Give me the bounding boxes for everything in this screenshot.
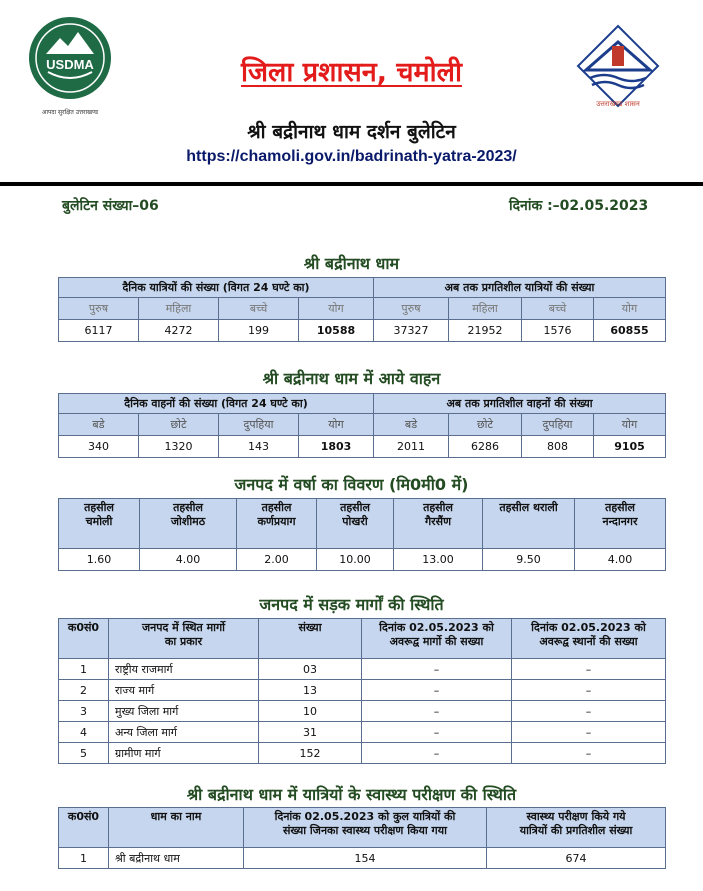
rainfall-col-header: तहसील कर्णप्रयाग — [237, 499, 317, 549]
pilgrims-col: योग — [594, 298, 666, 320]
roads-count: 10 — [259, 701, 362, 722]
roads-type: ग्रामीण मार्ग — [109, 743, 259, 764]
vehicles-table — [58, 393, 666, 458]
table-row — [59, 701, 666, 722]
roads-section-title: जनपद में सड़क मार्गों की स्थिति — [259, 595, 444, 614]
roads-sn: 2 — [59, 680, 109, 701]
roads-col-header: संख्या — [259, 619, 362, 659]
rainfall-value: 4.00 — [575, 549, 666, 571]
roads-blocked-places: – — [512, 722, 666, 743]
roads-count: 03 — [259, 659, 362, 680]
roads-col-header: दिनांक 02.05.2023 को अवरूद्व स्थानों की सख्या — [512, 619, 666, 659]
table-row — [59, 722, 666, 743]
bulletin-number: बुलेटिन संख्या–06 — [62, 198, 159, 214]
pilgrims-value: 1576 — [522, 320, 594, 342]
pilgrims-value: 21952 — [449, 320, 522, 342]
roads-col-header: दिनांक 02.05.2023 को अवरूद्व मार्गो की सख्या — [362, 619, 512, 659]
pilgrims-value-total: 60855 — [594, 320, 666, 342]
table-row — [59, 743, 666, 764]
vehicles-value: 143 — [219, 436, 299, 458]
roads-count: 13 — [259, 680, 362, 701]
health-table — [58, 807, 666, 869]
vehicles-col: छोटे — [449, 414, 522, 436]
roads-type: राष्ट्रीय राजमार्ग — [109, 659, 259, 680]
vehicles-section-title: श्री बद्रीनाथ धाम में आये वाहन — [262, 369, 441, 388]
roads-blocked-places: – — [512, 701, 666, 722]
roads-table — [58, 618, 666, 764]
roads-sn: 1 — [59, 659, 109, 680]
roads-sn: 4 — [59, 722, 109, 743]
pilgrims-progressive-header: अब तक प्रगतिशील यात्रियों की संख्या — [374, 278, 666, 298]
vehicles-daily-header: दैनिक वाहनों की संख्या (विगत 24 घण्टे का) — [59, 394, 374, 414]
pilgrims-section-title: श्री बद्रीनाथ धाम — [303, 254, 400, 273]
rainfall-value: 9.50 — [483, 549, 575, 571]
usdma-tagline: आपदा सुरक्षित उत्तराखण्ड — [41, 109, 99, 116]
pilgrims-col: महिला — [139, 298, 219, 320]
roads-type: मुख्य जिला मार्ग — [109, 701, 259, 722]
vehicles-col: योग — [299, 414, 374, 436]
rainfall-col-header: तहसील चमोली — [59, 499, 140, 549]
pilgrims-value: 4272 — [139, 320, 219, 342]
table-row — [59, 659, 666, 680]
health-today: 154 — [244, 848, 487, 869]
roads-blocked-roads: – — [362, 680, 512, 701]
vehicles-col: छोटे — [139, 414, 219, 436]
vehicles-value: 808 — [522, 436, 594, 458]
roads-sn: 3 — [59, 701, 109, 722]
vehicles-col: दुपहिया — [219, 414, 299, 436]
vehicles-col: बडे — [374, 414, 449, 436]
bulletin-url[interactable]: https://chamoli.gov.in/badrinath-yatra-2023/ — [186, 148, 517, 165]
roads-type: राज्य मार्ग — [109, 680, 259, 701]
rainfall-col-header: तहसील जोशीमठ — [140, 499, 237, 549]
rainfall-value: 4.00 — [140, 549, 237, 571]
roads-count: 152 — [259, 743, 362, 764]
pilgrims-table — [58, 277, 666, 342]
govt-logo-text: उत्तराखण्ड शासन — [596, 100, 640, 108]
usdma-logo-text: USDMA — [46, 57, 94, 72]
rainfall-col-header: तहसील नन्दानगर — [575, 499, 666, 549]
page-subtitle: श्री बद्रीनाथ धाम दर्शन बुलेटिन — [247, 121, 456, 143]
pilgrims-col: बच्चे — [219, 298, 299, 320]
pilgrims-col: बच्चे — [522, 298, 594, 320]
rainfall-col-header: तहसील पोखरी — [317, 499, 394, 549]
vehicles-value: 6286 — [449, 436, 522, 458]
rainfall-value: 10.00 — [317, 549, 394, 571]
rainfall-section-title: जनपद में वर्षा का विवरण (मि0मी0 में) — [234, 475, 469, 494]
health-sn: 1 — [59, 848, 109, 869]
pilgrims-value: 6117 — [59, 320, 139, 342]
roads-blocked-roads: – — [362, 722, 512, 743]
vehicles-progressive-header: अब तक प्रगतिशील वाहनों की संख्या — [374, 394, 666, 414]
rainfall-value: 13.00 — [394, 549, 483, 571]
roads-sn: 5 — [59, 743, 109, 764]
health-progressive: 674 — [487, 848, 666, 869]
roads-type: अन्य जिला मार्ग — [109, 722, 259, 743]
vehicles-value-total: 9105 — [594, 436, 666, 458]
vehicles-value: 1320 — [139, 436, 219, 458]
header-divider — [0, 182, 703, 186]
health-section-title: श्री बद्रीनाथ धाम में यात्रियों के स्वास्थ्य परीक्षण की स्थिति — [186, 785, 517, 804]
bulletin-date: दिनांक :–02.05.2023 — [509, 198, 649, 214]
pilgrims-col: योग — [299, 298, 374, 320]
table-row — [59, 848, 666, 869]
pilgrims-value-total: 10588 — [299, 320, 374, 342]
vehicles-value: 340 — [59, 436, 139, 458]
roads-blocked-roads: – — [362, 659, 512, 680]
roads-col-header: जनपद में स्थित मार्गो का प्रकार — [109, 619, 259, 659]
rainfall-table — [58, 498, 666, 571]
roads-blocked-places: – — [512, 659, 666, 680]
pilgrims-col: पुरुष — [59, 298, 139, 320]
roads-blocked-places: – — [512, 743, 666, 764]
health-col-header: धाम का नाम — [109, 808, 244, 848]
pilgrims-value: 199 — [219, 320, 299, 342]
vehicles-col: बडे — [59, 414, 139, 436]
vehicles-value-total: 1803 — [299, 436, 374, 458]
page-title: जिला प्रशासन, चमोली — [241, 57, 462, 88]
rainfall-col-header: तहसील गैरसैंण — [394, 499, 483, 549]
pilgrims-col: महिला — [449, 298, 522, 320]
roads-blocked-roads: – — [362, 743, 512, 764]
vehicles-col: दुपहिया — [522, 414, 594, 436]
pilgrims-col: पुरुष — [374, 298, 449, 320]
roads-col-header: क0सं0 — [59, 619, 109, 659]
table-row — [59, 680, 666, 701]
vehicles-col: योग — [594, 414, 666, 436]
health-col-header: दिनांक 02.05.2023 को कुल यात्रियों की संख्या जिनका स्वास्थ्य परीक्षण किया गया — [244, 808, 487, 848]
health-dham: श्री बद्रीनाथ धाम — [109, 848, 244, 869]
health-col-header: स्वास्थ्य परीक्षण किये गये यात्रियों की प्रगतिशील संख्या — [487, 808, 666, 848]
health-col-header: क0सं0 — [59, 808, 109, 848]
rainfall-col-header: तहसील थराली — [483, 499, 575, 549]
rainfall-value: 2.00 — [237, 549, 317, 571]
vehicles-value: 2011 — [374, 436, 449, 458]
roads-blocked-places: – — [512, 680, 666, 701]
pilgrims-value: 37327 — [374, 320, 449, 342]
roads-count: 31 — [259, 722, 362, 743]
roads-blocked-roads: – — [362, 701, 512, 722]
rainfall-value: 1.60 — [59, 549, 140, 571]
pilgrims-daily-header: दैनिक यात्रियों की संख्या (विगत 24 घण्टे का) — [59, 278, 374, 298]
